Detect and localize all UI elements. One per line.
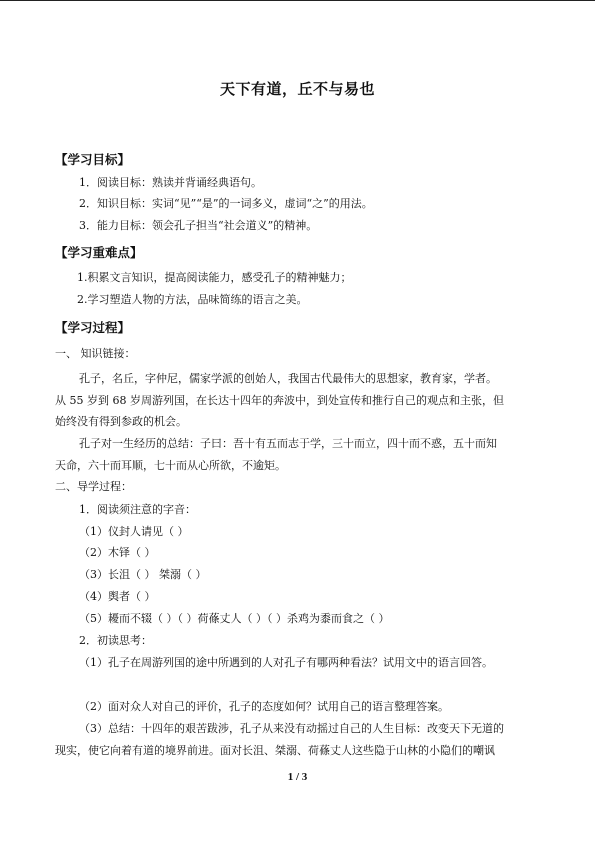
goal-item: 1．阅读目标：熟读并背诵经典语句。 [79,176,262,189]
step2-title: 2．初读思考： [79,634,152,647]
heading-key-points: 【学习重难点】 [55,245,143,260]
pronunciation-item: （4）舆者（ ） [79,590,156,603]
question-item: （2）面对众人对自己的评价，孔子的态度如何？试用自己的语言整理答案。 [79,700,449,713]
heading-learning-process: 【学习过程】 [55,320,131,335]
goal-item: 2．知识目标：实词“见”“是”的一词多义，虚词“之”的用法。 [79,197,373,210]
summary-line: （3）总结：十四年的艰苦跋涉，孔子从来没有动摇过自己的人生目标：改变天下无道的 [79,722,504,735]
paragraph-line: 天命，六十而耳顺，七十而从心所欲，不逾矩。 [55,459,286,472]
page-title: 天下有道，丘不与易也 [219,80,375,98]
heading-learning-goals: 【学习目标】 [55,152,131,167]
summary-line: 现实，使它向着有道的境界前进。面对长沮、桀溺、荷蓧丈人这些隐于山林的小隐们的嘲讽 [55,744,495,757]
page-number: 1 / 3 [287,771,308,783]
key-point-item: 2.学习塑造人物的方法，品味简练的语言之美。 [77,293,308,306]
key-point-item: 1.积累文言知识，提高阅读能力，感受孔子的精神魅力； [77,271,352,284]
paragraph-line: 孔子对一生经历的总结：子曰：吾十有五而志于学，三十而立，四十而不惑，五十而知 [79,437,497,450]
paragraph-line: 从 55 岁到 68 岁周游列国，在长达十四年的奔波中，到处宣传和推行自己的观点和主张，但 [55,394,504,407]
header-rule [0,0,595,1]
part2-title: 二、导学过程： [55,480,132,493]
part1-title: 一、 知识链接： [55,347,136,360]
paragraph-line: 孔子，名丘，字仲尼，儒家学派的创始人，我国古代最伟大的思想家，教育家，学者。 [79,372,497,385]
pronunciation-item: （2）木铎（ ） [79,546,156,559]
goal-item: 3．能力目标：领会孔子担当“社会道义”的精神。 [79,219,318,232]
paragraph-line: 始终没有得到参政的机会。 [55,415,187,428]
step1-title: 1．阅读须注意的字音： [79,503,196,516]
pronunciation-item: （1）仪封人请见（ ） [79,525,189,538]
pronunciation-item: （5）耰而不辍（ ）（ ）荷蓧丈人（ ）（ ）杀鸡为黍而食之（ ） [79,612,390,625]
question-item: （1）孔子在周游列国的途中所遇到的人对孔子有哪两种看法？试用文中的语言回答。 [79,656,493,669]
pronunciation-item: （3）长沮（ ） 桀溺（ ） [79,568,207,581]
